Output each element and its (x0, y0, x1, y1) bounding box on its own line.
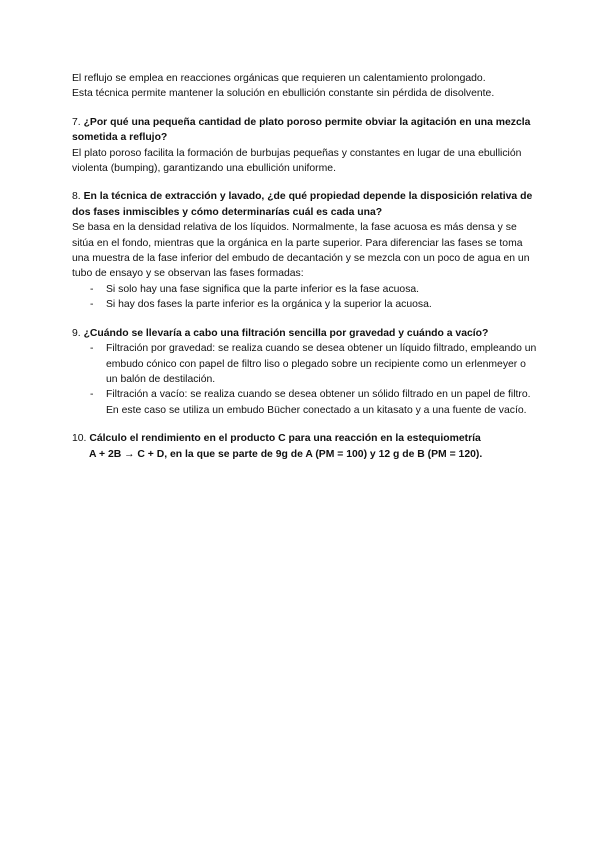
question-10-number: 10. (72, 433, 87, 445)
list-item: - Si hay dos fases la parte inferior es la orgánica y la superior la acuosa. (106, 297, 540, 312)
intro-line-2: Esta técnica permite mantener la solución en ebullición constante sin pérdida de disolvente. (72, 88, 495, 100)
answer-9-list (72, 341, 540, 418)
question-7-section (72, 115, 540, 177)
question-9-number: 9. (72, 327, 81, 339)
question-9-section (72, 326, 540, 418)
question-10-text-1: Cálculo el rendimiento en el producto C para una reacción en la estequiometría (89, 433, 481, 445)
question-10-first-line (72, 433, 481, 444)
question-9 (72, 326, 540, 341)
intro-section (72, 71, 540, 102)
question-8-number: 8. (72, 191, 81, 203)
list-item: - Filtración a vacío: se realiza cuando se desea obtener un sólido filtrado en un papel de filtro. En este caso se utiliza un embudo Bücher conectado a un kitasato y a una fuente de vacío. (106, 387, 540, 418)
question-10-text-2: A + 2B → C + D, en la que se parte de 9g de A (PM = 100) y 12 g de B (PM = 120). (89, 448, 483, 460)
list-item: - Si solo hay una fase significa que la parte inferior es la fase acuosa. (106, 282, 540, 297)
question-10-section (72, 431, 540, 462)
answer-8-list (72, 282, 540, 313)
intro-line-1: El reflujo se emplea en reacciones orgánicas que requieren un calentamiento prolongado. (72, 73, 486, 84)
question-7 (72, 115, 540, 146)
question-7-number: 7. (72, 116, 81, 128)
answer-8: Se basa en la densidad relativa de los líquidos. Normalmente, la fase acuosa es más densa y se sitúa en el fondo, mientras que la orgánica en la parte superior. Para diferenciar las fases se toma una muestra de la fase inferior del embudo de decantación y se mezcla con un poco de agua en un tubo de ensayo y se observan las fases formadas: (72, 222, 530, 280)
list-item: - Filtración por gravedad: se realiza cuando se desea obtener un líquido filtrado, empleando un embudo cónico con papel de filtro liso o plegado sobre un recipiente como un erlenmeyer o un balón de destilación. (106, 341, 540, 387)
question-7-text: ¿Por qué una pequeña cantidad de plato poroso permite obviar la agitación en una mezcla sometida a reflujo? (72, 116, 531, 144)
question-9-text: ¿Cuándo se llevaría a cabo una filtración sencilla por gravedad y cuándo a vacío? (83, 327, 489, 339)
answer-7: El plato poroso facilita la formación de burbujas pequeñas y constantes en lugar de una ebullición violenta (bumping), garantizando una ebullición uniforme. (72, 147, 522, 175)
question-8-text: En la técnica de extracción y lavado, ¿de qué propiedad depende la disposición relativa de dos fases inmiscibles y cómo determinarías cuál es cada una? (72, 191, 533, 218)
question-8-section (72, 189, 540, 312)
question-8 (72, 189, 540, 220)
